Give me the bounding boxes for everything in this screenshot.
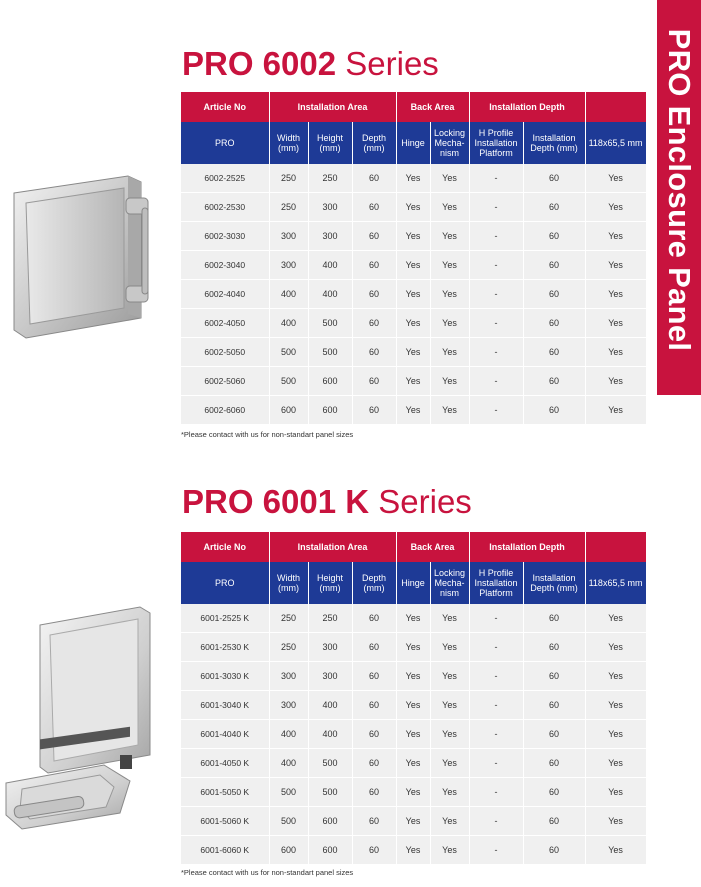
cell-locking: Yes <box>430 193 469 222</box>
note-6002: *Please contact with us for non-standart panel sizes <box>181 430 354 439</box>
cell-hinge: Yes <box>396 396 430 425</box>
cell-h-profile: - <box>469 338 523 367</box>
cell-height: 400 <box>308 691 352 720</box>
cell-h-profile: - <box>469 309 523 338</box>
cell-hinge: Yes <box>396 633 430 662</box>
subheader-hinge: Hinge <box>396 122 430 164</box>
cell-hinge: Yes <box>396 662 430 691</box>
cell-locking: Yes <box>430 836 469 865</box>
cell-height: 400 <box>308 280 352 309</box>
cell-size: Yes <box>585 309 646 338</box>
subheader-inst-depth: Installation Depth (mm) <box>523 122 585 164</box>
cell-h-profile: - <box>469 836 523 865</box>
subheader-hinge: Hinge <box>396 562 430 604</box>
cell-inst-depth: 60 <box>523 338 585 367</box>
cell-depth: 60 <box>352 836 396 865</box>
cell-depth: 60 <box>352 604 396 633</box>
subheader-h-profile: H Profile Installation Platform <box>469 122 523 164</box>
cell-size: Yes <box>585 836 646 865</box>
cell-locking: Yes <box>430 604 469 633</box>
cell-depth: 60 <box>352 691 396 720</box>
cell-h-profile: - <box>469 604 523 633</box>
cell-inst-depth: 60 <box>523 222 585 251</box>
cell-depth: 60 <box>352 309 396 338</box>
cell-height: 500 <box>308 338 352 367</box>
subheader-height: Height (mm) <box>308 562 352 604</box>
cell-locking: Yes <box>430 778 469 807</box>
cell-locking: Yes <box>430 338 469 367</box>
cell-locking: Yes <box>430 309 469 338</box>
cell-article-no: 6002-5060 <box>181 367 269 396</box>
cell-size: Yes <box>585 251 646 280</box>
cell-width: 500 <box>269 367 308 396</box>
cell-inst-depth: 60 <box>523 778 585 807</box>
cell-hinge: Yes <box>396 251 430 280</box>
spec-table-body-6002 <box>181 164 646 425</box>
cell-width: 400 <box>269 280 308 309</box>
cell-depth: 60 <box>352 193 396 222</box>
cell-inst-depth: 60 <box>523 309 585 338</box>
subheader-row <box>181 562 646 604</box>
subheader-size: 118x65,5 mm <box>585 562 646 604</box>
cell-h-profile: - <box>469 396 523 425</box>
cell-hinge: Yes <box>396 749 430 778</box>
cell-article-no: 6002-2530 <box>181 193 269 222</box>
cell-height: 400 <box>308 251 352 280</box>
cell-h-profile: - <box>469 251 523 280</box>
cell-article-no: 6002-3030 <box>181 222 269 251</box>
cell-size: Yes <box>585 222 646 251</box>
cell-article-no: 6002-4040 <box>181 280 269 309</box>
cell-article-no: 6001-2525 K <box>181 604 269 633</box>
table-row <box>181 280 646 309</box>
cell-size: Yes <box>585 749 646 778</box>
cell-depth: 60 <box>352 164 396 193</box>
cell-depth: 60 <box>352 720 396 749</box>
cell-height: 600 <box>308 836 352 865</box>
note-6001k: *Please contact with us for non-standart panel sizes <box>181 868 354 877</box>
series-title-6001k <box>182 483 472 521</box>
header-empty <box>585 532 646 562</box>
table-row <box>181 836 646 865</box>
subheader-inst-depth: Installation Depth (mm) <box>523 562 585 604</box>
cell-height: 500 <box>308 749 352 778</box>
table-row <box>181 164 646 193</box>
cell-height: 300 <box>308 633 352 662</box>
header-group-row <box>181 92 646 122</box>
table-row <box>181 193 646 222</box>
cell-hinge: Yes <box>396 604 430 633</box>
cell-width: 300 <box>269 251 308 280</box>
cell-article-no: 6001-2530 K <box>181 633 269 662</box>
subheader-width: Width (mm) <box>269 562 308 604</box>
cell-depth: 60 <box>352 633 396 662</box>
cell-inst-depth: 60 <box>523 633 585 662</box>
cell-width: 250 <box>269 633 308 662</box>
header-article-no: Article No <box>181 532 269 562</box>
cell-h-profile: - <box>469 222 523 251</box>
cell-locking: Yes <box>430 251 469 280</box>
cell-hinge: Yes <box>396 280 430 309</box>
subheader-pro: PRO <box>181 122 269 164</box>
table-row <box>181 720 646 749</box>
cell-depth: 60 <box>352 807 396 836</box>
cell-locking: Yes <box>430 691 469 720</box>
cell-size: Yes <box>585 604 646 633</box>
cell-inst-depth: 60 <box>523 251 585 280</box>
header-empty <box>585 92 646 122</box>
cell-inst-depth: 60 <box>523 749 585 778</box>
cell-size: Yes <box>585 367 646 396</box>
cell-size: Yes <box>585 633 646 662</box>
cell-article-no: 6001-5050 K <box>181 778 269 807</box>
cell-hinge: Yes <box>396 367 430 396</box>
subheader-row <box>181 122 646 164</box>
header-installation-area: Installation Area <box>269 92 396 122</box>
subheader-depth: Depth (mm) <box>352 122 396 164</box>
cell-locking: Yes <box>430 164 469 193</box>
cell-inst-depth: 60 <box>523 193 585 222</box>
cell-height: 250 <box>308 604 352 633</box>
cell-width: 300 <box>269 222 308 251</box>
cell-size: Yes <box>585 193 646 222</box>
cell-article-no: 6001-4040 K <box>181 720 269 749</box>
table-row <box>181 604 646 633</box>
cell-hinge: Yes <box>396 778 430 807</box>
cell-hinge: Yes <box>396 309 430 338</box>
table-row <box>181 396 646 425</box>
cell-locking: Yes <box>430 633 469 662</box>
subheader-size: 118x65,5 mm <box>585 122 646 164</box>
cell-locking: Yes <box>430 662 469 691</box>
header-back-area: Back Area <box>396 532 469 562</box>
spec-table-6001k <box>181 532 647 865</box>
cell-h-profile: - <box>469 662 523 691</box>
cell-inst-depth: 60 <box>523 807 585 836</box>
cell-hinge: Yes <box>396 164 430 193</box>
cell-article-no: 6001-4050 K <box>181 749 269 778</box>
cell-height: 600 <box>308 367 352 396</box>
cell-locking: Yes <box>430 749 469 778</box>
cell-article-no: 6001-3040 K <box>181 691 269 720</box>
cell-h-profile: - <box>469 193 523 222</box>
cell-width: 600 <box>269 836 308 865</box>
cell-width: 500 <box>269 338 308 367</box>
cell-width: 400 <box>269 309 308 338</box>
cell-inst-depth: 60 <box>523 662 585 691</box>
cell-hinge: Yes <box>396 222 430 251</box>
cell-article-no: 6002-5050 <box>181 338 269 367</box>
cell-h-profile: - <box>469 807 523 836</box>
table-row <box>181 633 646 662</box>
cell-hinge: Yes <box>396 691 430 720</box>
cell-h-profile: - <box>469 778 523 807</box>
cell-locking: Yes <box>430 807 469 836</box>
cell-size: Yes <box>585 807 646 836</box>
subheader-locking: Locking Mecha-nism <box>430 562 469 604</box>
cell-height: 600 <box>308 807 352 836</box>
cell-inst-depth: 60 <box>523 280 585 309</box>
cell-depth: 60 <box>352 396 396 425</box>
cell-h-profile: - <box>469 280 523 309</box>
cell-inst-depth: 60 <box>523 691 585 720</box>
subheader-h-profile: H Profile Installation Platform <box>469 562 523 604</box>
cell-hinge: Yes <box>396 807 430 836</box>
cell-h-profile: - <box>469 367 523 396</box>
cell-depth: 60 <box>352 222 396 251</box>
cell-depth: 60 <box>352 338 396 367</box>
table-row <box>181 367 646 396</box>
cell-depth: 60 <box>352 662 396 691</box>
table-row <box>181 222 646 251</box>
cell-depth: 60 <box>352 280 396 309</box>
cell-hinge: Yes <box>396 193 430 222</box>
header-installation-depth: Installation Depth <box>469 92 585 122</box>
cell-h-profile: - <box>469 691 523 720</box>
side-banner-title: PRO Enclosure Panel <box>662 28 697 352</box>
cell-locking: Yes <box>430 396 469 425</box>
cell-locking: Yes <box>430 280 469 309</box>
series-title-light: Series <box>369 483 472 520</box>
series-title-6002 <box>182 45 439 83</box>
cell-width: 500 <box>269 807 308 836</box>
cell-locking: Yes <box>430 720 469 749</box>
subheader-pro: PRO <box>181 562 269 604</box>
table-row <box>181 309 646 338</box>
cell-article-no: 6001-3030 K <box>181 662 269 691</box>
cell-width: 250 <box>269 164 308 193</box>
cell-h-profile: - <box>469 633 523 662</box>
cell-width: 400 <box>269 749 308 778</box>
cell-width: 600 <box>269 396 308 425</box>
cell-height: 250 <box>308 164 352 193</box>
header-group-row <box>181 532 646 562</box>
cell-article-no: 6002-3040 <box>181 251 269 280</box>
cell-depth: 60 <box>352 251 396 280</box>
series-title-bold: PRO 6002 <box>182 45 337 82</box>
header-back-area: Back Area <box>396 92 469 122</box>
cell-inst-depth: 60 <box>523 367 585 396</box>
cell-locking: Yes <box>430 222 469 251</box>
cell-inst-depth: 60 <box>523 720 585 749</box>
cell-height: 400 <box>308 720 352 749</box>
header-installation-depth: Installation Depth <box>469 532 585 562</box>
cell-h-profile: - <box>469 164 523 193</box>
subheader-locking: Locking Mecha-nism <box>430 122 469 164</box>
enclosure-open-image <box>0 605 160 850</box>
cell-width: 250 <box>269 193 308 222</box>
cell-article-no: 6002-4050 <box>181 309 269 338</box>
table-row <box>181 807 646 836</box>
series-title-light: Series <box>336 45 439 82</box>
cell-height: 300 <box>308 193 352 222</box>
table-row <box>181 338 646 367</box>
table-row <box>181 691 646 720</box>
header-article-no: Article No <box>181 92 269 122</box>
cell-inst-depth: 60 <box>523 396 585 425</box>
cell-width: 250 <box>269 604 308 633</box>
cell-h-profile: - <box>469 749 523 778</box>
cell-size: Yes <box>585 280 646 309</box>
cell-depth: 60 <box>352 367 396 396</box>
cell-inst-depth: 60 <box>523 604 585 633</box>
table-row <box>181 662 646 691</box>
cell-height: 500 <box>308 778 352 807</box>
table-row <box>181 749 646 778</box>
cell-depth: 60 <box>352 778 396 807</box>
cell-height: 300 <box>308 222 352 251</box>
cell-height: 600 <box>308 396 352 425</box>
cell-article-no: 6002-6060 <box>181 396 269 425</box>
cell-hinge: Yes <box>396 836 430 865</box>
cell-size: Yes <box>585 691 646 720</box>
cell-size: Yes <box>585 720 646 749</box>
header-installation-area: Installation Area <box>269 532 396 562</box>
cell-h-profile: - <box>469 720 523 749</box>
table-row <box>181 778 646 807</box>
cell-inst-depth: 60 <box>523 836 585 865</box>
cell-article-no: 6002-2525 <box>181 164 269 193</box>
table-row <box>181 251 646 280</box>
cell-width: 400 <box>269 720 308 749</box>
cell-size: Yes <box>585 662 646 691</box>
cell-article-no: 6001-5060 K <box>181 807 269 836</box>
cell-hinge: Yes <box>396 720 430 749</box>
cell-width: 500 <box>269 778 308 807</box>
series-title-bold: PRO 6001 K <box>182 483 370 520</box>
cell-size: Yes <box>585 396 646 425</box>
cell-depth: 60 <box>352 749 396 778</box>
cell-hinge: Yes <box>396 338 430 367</box>
spec-table-body-6001k <box>181 604 646 865</box>
cell-height: 500 <box>308 309 352 338</box>
cell-size: Yes <box>585 164 646 193</box>
cell-size: Yes <box>585 338 646 367</box>
cell-locking: Yes <box>430 367 469 396</box>
subheader-width: Width (mm) <box>269 122 308 164</box>
cell-width: 300 <box>269 662 308 691</box>
enclosure-closed-image <box>6 168 156 348</box>
cell-article-no: 6001-6060 K <box>181 836 269 865</box>
subheader-height: Height (mm) <box>308 122 352 164</box>
cell-inst-depth: 60 <box>523 164 585 193</box>
cell-height: 300 <box>308 662 352 691</box>
cell-size: Yes <box>585 778 646 807</box>
cell-width: 300 <box>269 691 308 720</box>
spec-table-6002 <box>181 92 647 425</box>
subheader-depth: Depth (mm) <box>352 562 396 604</box>
